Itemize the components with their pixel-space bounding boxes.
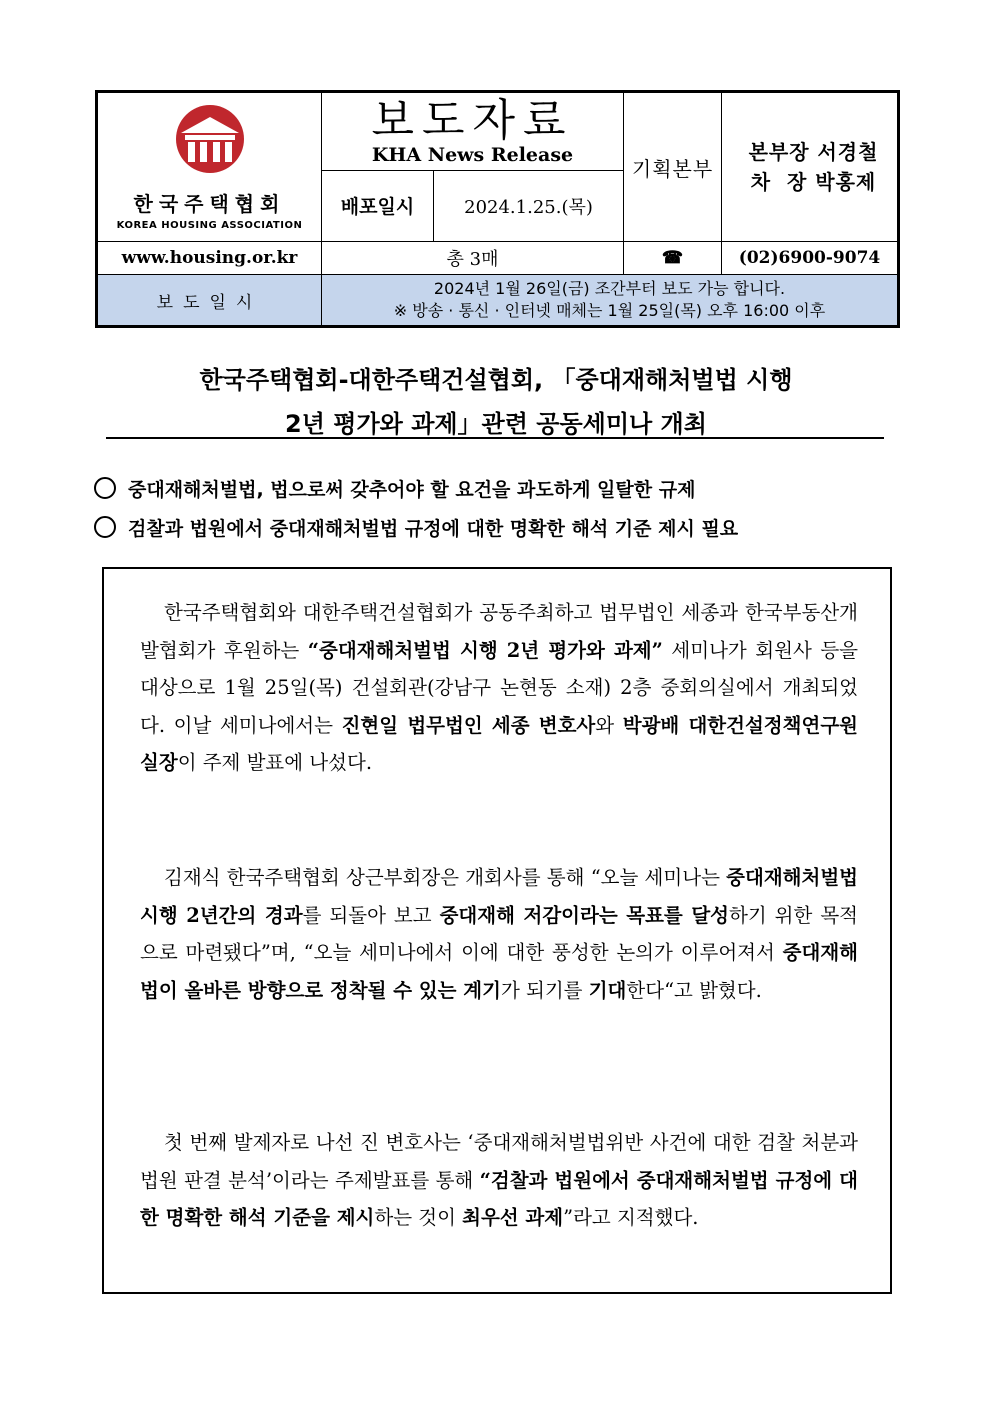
p2-text: 하기 위한 목적으로 마련됐다”며, “오늘 세미나에서 이에 대한 풍성한 논의가 이루어져서 (140, 903, 859, 964)
p1-bold: 박광배 대한건설정책연구원 실장 (140, 713, 858, 774)
p3-bold: 최우선 과제 (462, 1206, 564, 1229)
headline (100, 358, 892, 446)
title-cell (322, 93, 624, 171)
summary-bullets (94, 470, 904, 548)
distribution-label: 배포일시 (322, 170, 434, 241)
contacts-cell (722, 93, 898, 242)
p3-bold: “검찰과 법원에서 중대재해처벌법 규정에 대한 명확한 해석 기준을 제시 (140, 1168, 858, 1229)
paragraph-3 (140, 1124, 858, 1237)
release-label: 보도일시 (98, 275, 322, 326)
bullet-item (94, 470, 904, 506)
bullet-item (94, 509, 904, 545)
headline-line-2: 2년 평가와 과제」관련 공동세미나 개최 (285, 410, 707, 438)
p2-bold: 중대재해처벌법 시행 2년간의 경과 (140, 866, 858, 927)
org-name-kr: 한국주택협회 (133, 191, 286, 216)
p2-bold: 중대재해법이 올바른 방향으로 정착될 수 있는 계기 (140, 941, 858, 1002)
p1-bold: “중대재해처벌법 시행 2년 평가와 과제” (307, 638, 663, 662)
bullet-text: 검찰과 법원에서 중대재해처벌법 규정에 대한 명확한 해석 기준 제시 필요 (128, 517, 739, 540)
logo-cell (98, 93, 322, 242)
distribution-date: 2024.1.25.(목) (434, 170, 624, 241)
paragraph-2 (140, 859, 858, 1009)
phone-icon: ☎ (624, 242, 722, 275)
headline-line-1: 한국주택협회-대한주택건설협회, 「중대재해처벌법 시행 (199, 366, 793, 394)
header-table (97, 92, 898, 326)
p1-text: 이 주제 발표에 나섰다. (177, 751, 373, 774)
p1-bold: 진현일 법무법인 세종 변호사 (341, 713, 596, 737)
release-line-1: 2024년 1월 26일(금) 조간부터 보도 가능 합니다. (433, 279, 786, 298)
page-count: 총 3매 (322, 242, 624, 275)
paragraph-1 (140, 594, 858, 782)
release-info (322, 275, 898, 326)
circle-bullet-icon (94, 516, 116, 538)
p1-text: 와 (595, 713, 623, 737)
department: 기획본부 (624, 93, 722, 242)
org-name-en: KOREA HOUSING ASSOCIATION (116, 219, 303, 231)
website-url: www.housing.or.kr (98, 242, 322, 275)
p2-text: 김재식 한국주택협회 상근부회장은 개회사를 통해 “오늘 세미나는 (164, 866, 727, 889)
p1-text: 한국주택협회와 대한주택건설협회가 공동주최하고 법무법인 세종과 한국부동산개발협회가 후원하는 (140, 601, 858, 662)
p3-text: 하는 것이 (374, 1206, 463, 1229)
p2-text: 한다“고 밝혔다. (626, 978, 762, 1002)
p3-text: ”라고 지적했다. (563, 1206, 699, 1229)
circle-bullet-icon (94, 477, 116, 499)
p2-text: 를 되돌아 보고 (302, 903, 440, 927)
release-line-2: ※ 방송 · 통신 · 인터넷 매체는 1월 25일(목) 오후 16:00 이후 (393, 301, 826, 320)
p2-bold: 중대재해 저감이라는 목표를 달성 (439, 903, 730, 927)
bullet-text: 중대재해처벌법, 법으로써 갖추어야 할 요건을 과도하게 일탈한 규제 (128, 478, 696, 501)
p2-bold: 기대 (588, 978, 627, 1002)
p2-text: 가 되기를 (500, 978, 589, 1002)
p3-text: 첫 번째 발제자로 나선 진 변호사는 ‘중대재해처벌법위반 사건에 대한 검찰 처분과 법원 판결 분석’이라는 주제발표를 통해 (140, 1131, 858, 1192)
headline-underline (106, 437, 884, 439)
page-title: 보도자료 (371, 95, 574, 147)
phone-number: (02)6900-9074 (722, 242, 898, 275)
body-box (102, 567, 892, 1294)
contact-person-2: 차 장 박홍제 (750, 170, 877, 194)
p1-text: 세미나가 회원사 등을 대상으로 1월 25일(목) 건설회관(강남구 논현동 소재) 2층 중회의실에서 개최되었다. 이날 세미나에서는 (140, 638, 859, 737)
page-subtitle: KHA News Release (371, 144, 574, 167)
contact-person-1: 본부장 서경철 (748, 140, 879, 164)
kha-logo-icon (167, 104, 253, 174)
